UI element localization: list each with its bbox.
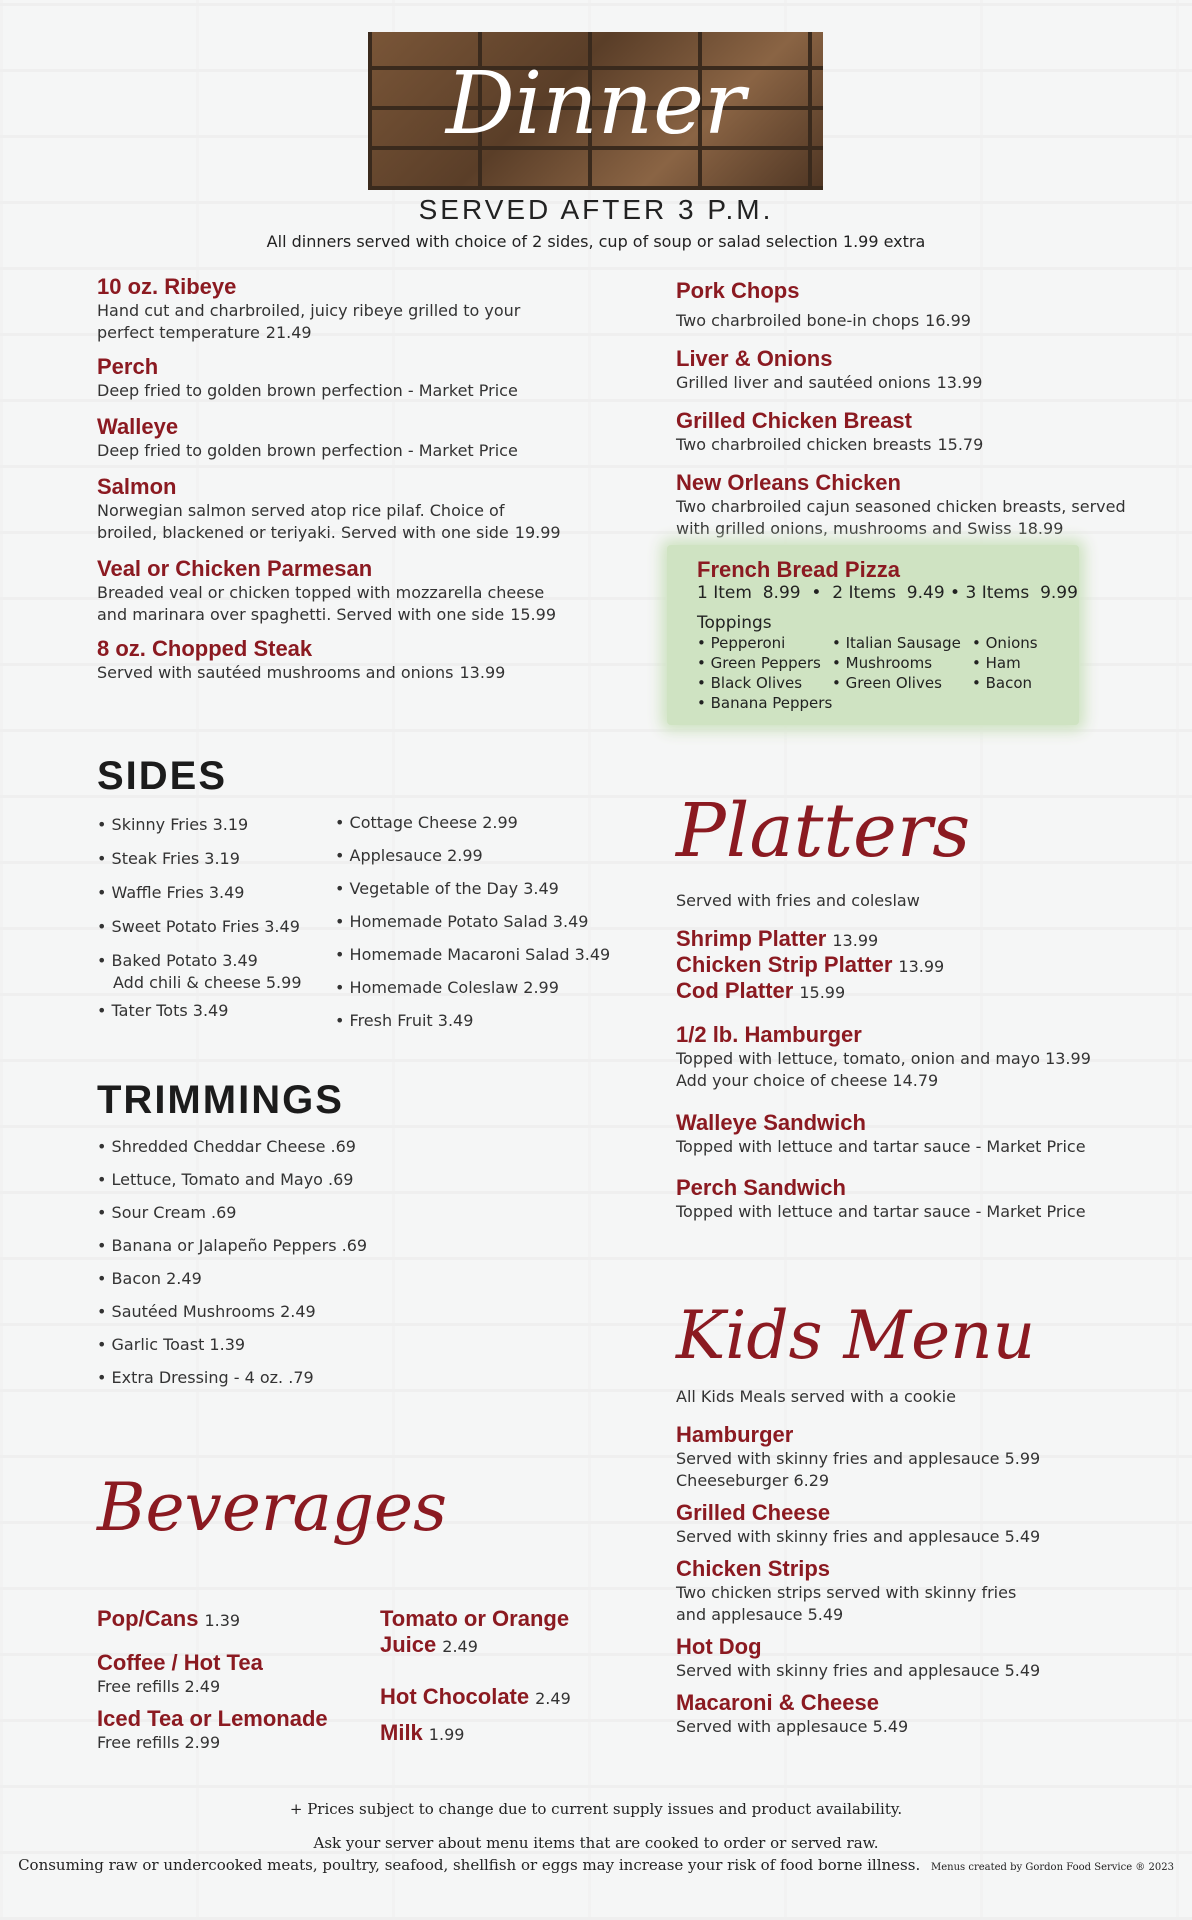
item-name: Chicken Strips [676, 1556, 831, 1581]
side-item: • Vegetable of the Day 3.49 [335, 872, 610, 905]
side-item: • Tater Tots 3.49 [97, 994, 302, 1028]
side-item-label: • Baked Potato 3.49 [97, 951, 258, 970]
platter-walleye-sandwich [676, 1110, 1086, 1158]
trimmings-title: TRIMMINGS [97, 1078, 344, 1122]
item-desc: Hand cut and charbroiled, juicy ribeye grilled to your perfect temperature [97, 301, 521, 342]
beverage-milk [380, 1720, 464, 1746]
item-name: Liver & Onions [676, 346, 833, 371]
item-price: 18.99 [1017, 519, 1064, 538]
menu-item-perch [97, 354, 567, 402]
trimming-item: • Extra Dressing - 4 oz. .79 [97, 1361, 367, 1394]
sides-col2 [335, 806, 610, 1037]
beverage-coffee [97, 1650, 263, 1698]
item-desc: Free refills 2.49 [97, 1677, 221, 1696]
item-price: 15.99 [799, 983, 846, 1002]
kids-note: All Kids Meals served with a cookie [676, 1387, 956, 1406]
item-price: 21.49 [265, 323, 312, 342]
kids-item-grilled-cheese [676, 1500, 1146, 1548]
platter-list [676, 926, 944, 1004]
menu-item-liver-onions [676, 346, 1131, 394]
item-price: 16.99 [925, 311, 971, 330]
menu-item-walleye [97, 414, 567, 462]
item-name: Veal or Chicken Parmesan [97, 556, 373, 581]
item-name: Perch [97, 354, 159, 379]
item-desc: Cheeseburger 6.29 [676, 1471, 830, 1490]
footer-prices-note: + Prices subject to change due to current supply issues and product availability. [289, 1800, 903, 1818]
platter-chicken-strip [676, 952, 944, 978]
platter-cod [676, 978, 944, 1004]
beverage-iced-tea [97, 1706, 328, 1754]
item-name: 1/2 lb. Hamburger [676, 1022, 862, 1047]
item-name: Pop/Cans [97, 1606, 199, 1631]
side-item: • Cottage Cheese 2.99 [335, 806, 610, 839]
item-desc: Served with applesauce 5.49 [676, 1717, 909, 1736]
item-desc: Grilled liver and sautéed onions [676, 373, 931, 392]
item-name: Coffee / Hot Tea [97, 1650, 263, 1675]
menu-item-parmesan [97, 556, 567, 626]
item-name: Iced Tea or Lemonade [97, 1706, 328, 1731]
trimming-item: • Shredded Cheddar Cheese .69 [97, 1130, 367, 1163]
item-price: 19.99 [514, 523, 561, 542]
trimming-item: • Lettuce, Tomato and Mayo .69 [97, 1163, 367, 1196]
kids-item-chicken-strips [676, 1556, 1146, 1626]
trimming-item: • Sautéed Mushrooms 2.49 [97, 1295, 367, 1328]
toppings-col3 [972, 633, 1038, 693]
item-price: 15.79 [937, 435, 984, 454]
item-name: Walleye Sandwich [676, 1110, 866, 1135]
menu-item-pork-chops [676, 278, 1131, 332]
menu-item-salmon [97, 474, 567, 544]
footer-server-note: Ask your server about menu items that are cooked to order or served raw. [313, 1834, 879, 1852]
topping: • Banana Peppers [697, 693, 832, 713]
item-name: 10 oz. Ribeye [97, 274, 237, 299]
item-name: Hamburger [676, 1422, 794, 1447]
sides-title: SIDES [97, 754, 228, 798]
item-desc: Topped with lettuce and tartar sauce - Market Price [676, 1202, 1086, 1221]
footer-credit: Menus created by Gordon Food Service ® 2023 [931, 1862, 1174, 1873]
item-desc: Two charbroiled bone-in chops [676, 311, 920, 330]
item-price: 13.99 [459, 663, 506, 682]
item-price: 2.49 [535, 1689, 571, 1708]
item-desc: Served with skinny fries and applesauce 5.49 [676, 1661, 1041, 1680]
side-item-extra: Add chili & cheese 5.99 [113, 973, 302, 992]
item-desc: Served with skinny fries and applesauce 5.99 [676, 1449, 1041, 1468]
header-banner [368, 32, 823, 190]
kids-title: Kids Menu [676, 1297, 1036, 1374]
trimming-item: • Banana or Jalapeño Peppers .69 [97, 1229, 367, 1262]
trimmings-list [97, 1130, 367, 1394]
item-desc: Topped with lettuce, tomato, onion and mayo 13.99 [676, 1049, 1091, 1068]
trimming-item: • Bacon 2.49 [97, 1262, 367, 1295]
item-desc: Free refills 2.99 [97, 1733, 221, 1752]
kids-item-hamburger [676, 1422, 1146, 1492]
item-price: 1.39 [204, 1611, 241, 1630]
item-name: Hot Dog [676, 1634, 762, 1659]
platter-perch-sandwich [676, 1175, 1086, 1223]
pizza-title: French Bread Pizza [697, 557, 900, 582]
toppings-label: Toppings [697, 613, 772, 633]
menu-item-new-orleans-chicken [676, 470, 1131, 540]
item-price: 15.99 [510, 605, 556, 624]
topping: • Green Peppers [697, 653, 832, 673]
topping: • Bacon [972, 673, 1038, 693]
item-desc: Two chicken strips served with skinny fries [676, 1583, 1017, 1602]
dinner-left-column [97, 274, 567, 684]
beverage-pop [97, 1606, 240, 1632]
topping: • Italian Sausage [832, 633, 961, 653]
platter-hamburger [676, 1022, 1091, 1092]
item-name: Macaroni & Cheese [676, 1690, 879, 1715]
toppings-col2 [832, 633, 961, 693]
side-item: • Homemade Potato Salad 3.49 [335, 905, 610, 938]
item-desc: Breaded veal or chicken topped with mozzarella cheese and marinara over spaghetti. Served with one side [97, 583, 545, 624]
topping: • Pepperoni [697, 633, 832, 653]
pizza-prices: 1 Item 8.99 • 2 Items 9.49 • 3 Items 9.99 [697, 583, 1078, 603]
item-name: Chicken Strip Platter [676, 952, 893, 977]
item-name: Grilled Chicken Breast [676, 408, 912, 433]
item-desc: Two charbroiled chicken breasts [676, 435, 932, 454]
item-name: New Orleans Chicken [676, 470, 901, 495]
header-title: Dinner [445, 54, 746, 154]
item-name: Shrimp Platter [676, 926, 827, 951]
kids-item-hot-dog [676, 1634, 1146, 1682]
side-item: • Sweet Potato Fries 3.49 [97, 910, 302, 944]
item-name: Salmon [97, 474, 177, 499]
menu-item-grilled-chicken [676, 408, 1131, 456]
item-price: 2.49 [442, 1637, 478, 1656]
side-item: • Waffle Fries 3.49 [97, 876, 302, 910]
beverage-hot-chocolate [380, 1684, 571, 1710]
footer-warning-text: Consuming raw or undercooked meats, poultry, seafood, shellfish or eggs may increase your risk of food borne illness. [18, 1856, 921, 1874]
trimming-item: • Sour Cream .69 [97, 1196, 367, 1229]
item-desc: Deep fried to golden brown perfection - Market Price [97, 381, 518, 400]
item-desc: Topped with lettuce and tartar sauce - Market Price [676, 1137, 1086, 1156]
header-note: All dinners served with choice of 2 sides, cup of soup or salad selection 1.99 extra [266, 232, 926, 251]
kids-item-mac-cheese [676, 1690, 1146, 1738]
kids-list [676, 1422, 1146, 1738]
item-price: 13.99 [898, 957, 945, 976]
item-name: Hot Chocolate [380, 1684, 530, 1709]
item-name: Cod Platter [676, 978, 794, 1003]
platters-title: Platters [676, 788, 971, 874]
toppings-col1 [697, 633, 832, 713]
dinner-right-column [676, 278, 1131, 540]
item-price: 13.99 [936, 373, 983, 392]
side-item: • Steak Fries 3.19 [97, 842, 302, 876]
topping: • Mushrooms [832, 653, 961, 673]
platter-shrimp [676, 926, 944, 952]
topping: • Black Olives [697, 673, 832, 693]
item-desc: Served with sautéed mushrooms and onions [97, 663, 454, 682]
item-price: 13.99 [832, 931, 879, 950]
item-name: Grilled Cheese [676, 1500, 831, 1525]
trimming-item: • Garlic Toast 1.39 [97, 1328, 367, 1361]
item-price: 1.99 [428, 1725, 465, 1744]
item-name: Walleye [97, 414, 179, 439]
side-item: • Homemade Coleslaw 2.99 [335, 971, 610, 1004]
footer-warning [0, 1856, 1192, 1874]
item-desc: Two charbroiled cajun seasoned chicken breasts, served with grilled onions, mushrooms and Swiss [676, 497, 1126, 538]
beverages-title: Beverages [97, 1469, 447, 1546]
platters-note: Served with fries and coleslaw [676, 891, 920, 910]
item-name-cont: Juice [380, 1632, 437, 1657]
item-desc: Norwegian salmon served atop rice pilaf. Choice of broiled, blackened or teriyaki. Served with one side [97, 501, 509, 542]
topping: • Green Olives [832, 673, 961, 693]
beverage-juice [380, 1606, 569, 1658]
header-subtitle: SERVED AFTER 3 P.M. [418, 194, 774, 225]
topping: • Onions [972, 633, 1038, 653]
item-name: Milk [380, 1720, 423, 1745]
item-name: Perch Sandwich [676, 1175, 846, 1200]
side-item: • Fresh Fruit 3.49 [335, 1004, 610, 1037]
side-item: • Applesauce 2.99 [335, 839, 610, 872]
side-item [97, 944, 302, 994]
item-name: 8 oz. Chopped Steak [97, 636, 313, 661]
item-desc: Add your choice of cheese 14.79 [676, 1071, 939, 1090]
menu-item-chopped-steak [97, 636, 567, 684]
item-desc: Deep fried to golden brown perfection - Market Price [97, 441, 518, 460]
topping: • Ham [972, 653, 1038, 673]
side-item: • Skinny Fries 3.19 [97, 808, 302, 842]
sides-col1 [97, 808, 302, 1028]
item-name: Pork Chops [676, 278, 800, 303]
side-item: • Homemade Macaroni Salad 3.49 [335, 938, 610, 971]
item-desc: Served with skinny fries and applesauce 5.49 [676, 1527, 1041, 1546]
pizza-box [667, 545, 1079, 725]
item-name: Tomato or Orange [380, 1606, 570, 1631]
menu-item-ribeye [97, 274, 567, 344]
item-desc: and applesauce 5.49 [676, 1605, 844, 1624]
